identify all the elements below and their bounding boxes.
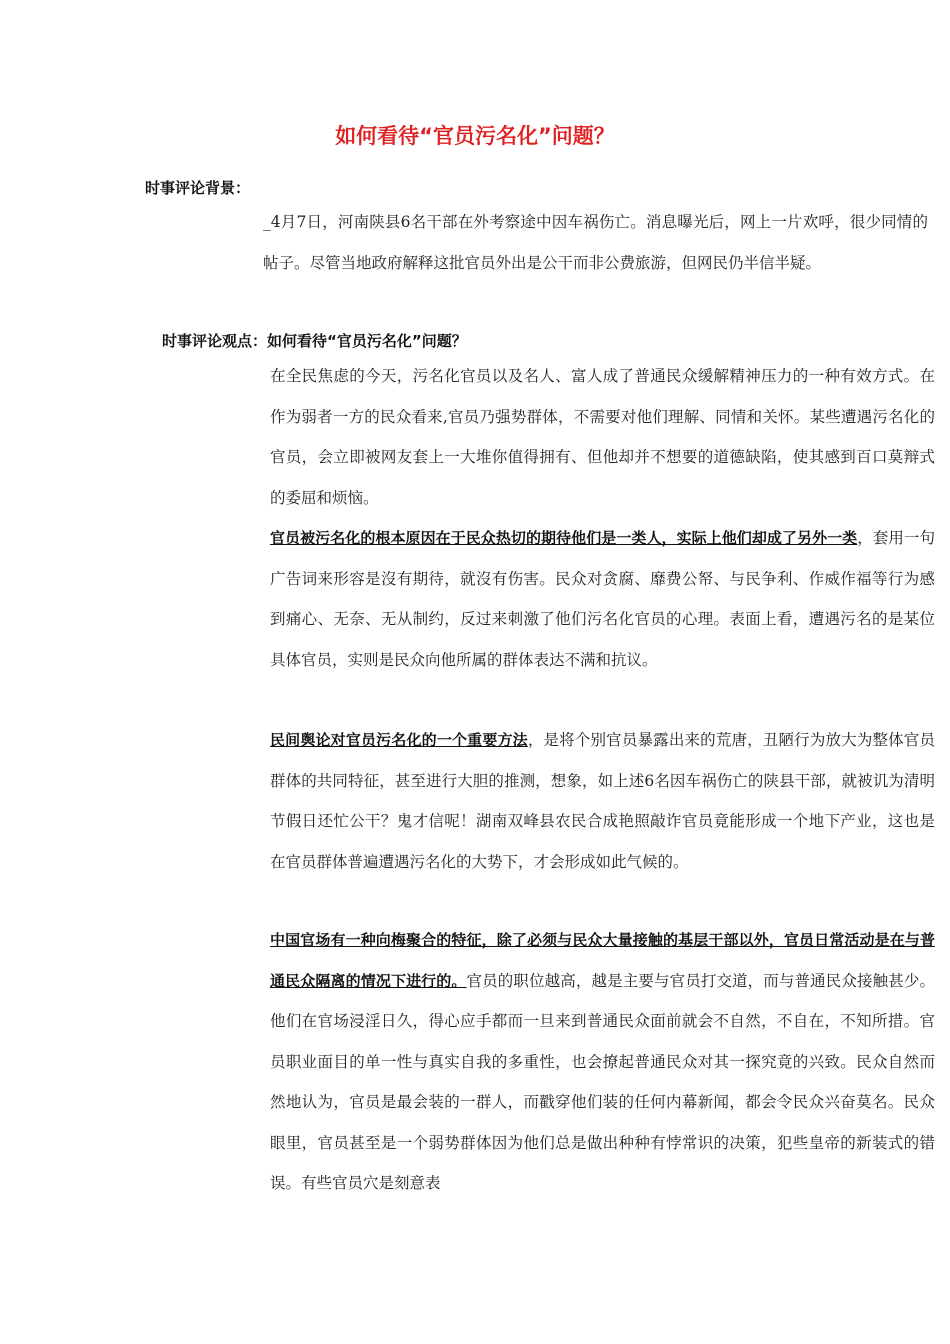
paragraph-1-text: 在全民焦虑的今天，污名化官员以及名人、富人成了普通民众缓解精神压力的一种有效方式。在作为弱者一方的民众看来,官员乃强势群体，不需要对他们理解、同情和关怀。某些遭遇污名化的官员，会立即被网友套上一大堆你值得拥有、但他却并不想要的道德缺陷，使其感到百口莫辩式的委屈和烦恼。 <box>270 367 935 507</box>
paragraph-2 <box>145 518 935 680</box>
viewpoint-heading: 时事评论观点：如何看待“官员污名化”问题？ <box>162 332 467 350</box>
background-heading: 时事评论背景： <box>145 179 251 197</box>
page-title: 如何看待“官员污名化”问题？ <box>335 124 615 148</box>
paragraph-4-text: 官员的职位越高，越是主要与官员打交道，而与普通民众接触甚少。他们在官场浸淫日久，得心应手都而一旦来到普通民众面前就会不自然，不自在，不知所措。官员职业面目的单一性与真实自我的多重性，也会撩起普通民众对其一探究竟的兴致。民众自然而然地认为，官员是最会装的一群人，而戳穿他们装的任何内幕新闻，都会令民众兴奋莫名。民众眼里，官员甚至是一个弱势群体因为他们总是做出种种有悖常识的决策，犯些皇帝的新装式的错误。有些官员穴是刻意表 <box>270 971 935 1192</box>
paragraph-4 <box>145 920 935 1204</box>
paragraph-3-emphasis: 民间舆论对官员污名化的一个重要方法 <box>270 731 528 749</box>
paragraph-3-text: ，是将个别官员暴露出来的荒唐，丑陋行为放大为整体官员群体的共同特征，甚至进行大胆的推测，想象，如上述6名因车祸伤亡的陕县干部，就被讥为清明节假日还忙公干？鬼才信呢！湖南双峰县农民合成艳照敲诈官员竟能形成一个地下产业，这也是在官员群体普遍遭遇污名化的大势下，才会形成如此气候的。 <box>270 731 935 871</box>
paragraph-2-text: ，套用一句广告词来形容是沒有期待，就沒有伤害。民众对贪腐、靡费公帑、与民争利、作威作福等行为感到痛心、无奈、无从制约，反过来刺激了他们污名化官员的心理。表面上看，遭遇污名的是某位具体官员，实则是民众向他所属的群体表达不满和抗议。 <box>270 529 935 669</box>
paragraph-1 <box>145 356 935 518</box>
paragraph-4-emphasis: 中国官场有一种向梅聚合的特征，除了必须与民众大量接触的基层干部以外，官员日常活动是在与普通民众隔离的情况下进行的。 <box>270 931 935 990</box>
background-paragraph: _4月7日，河南陕县6名干部在外考察途中因车祸伤亡。消息曝光后，网上一片欢呼，很少同情的帖子。尽管当地政府解释这批官员外出是公干而非公费旅游，但网民仍半信半疑。 <box>263 213 928 272</box>
paragraph-3 <box>145 720 935 882</box>
paragraph-2-emphasis: 官员被污名化的根本原因在于民众热切的期待他们是一类人，实际上他们却成了另外一类 <box>270 529 858 547</box>
